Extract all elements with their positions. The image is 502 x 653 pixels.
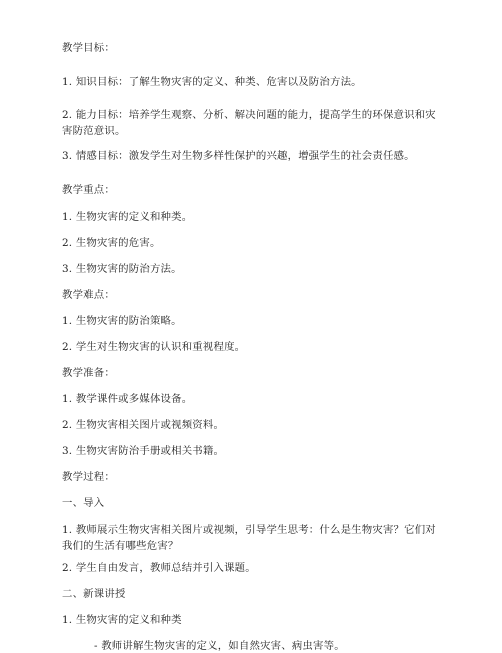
goal-item-2: 2. 能力目标：培养学生观察、分析、解决问题的能力，提高学生的环保意识和灾害防范意识。 <box>62 109 436 137</box>
key-point-1: 1. 生物灾害的定义和种类。 <box>62 211 193 223</box>
goal-item-3: 3. 情感目标：激发学生对生物多样性保护的兴趣，增强学生的社会责任感。 <box>62 150 415 162</box>
preparation-1: 1. 教学课件或多媒体设备。 <box>62 393 193 405</box>
key-point-3: 3. 生物灾害的防治方法。 <box>62 263 182 275</box>
goal-item-1: 1. 知识目标：了解生物灾害的定义、种类、危害以及防治方法。 <box>62 76 362 88</box>
heading-key-points: 教学重点： <box>62 184 115 196</box>
intro-step-1: 1. 教师展示生物灾害相关图片或视频，引导学生思考：什么是生物灾害？它们对我们的生活有哪些危害？ <box>62 524 436 552</box>
key-point-2: 2. 生物灾害的危害。 <box>62 237 161 249</box>
difficulty-1: 1. 生物灾害的防治策略。 <box>62 315 182 327</box>
lesson-topic-1-detail: - 教师讲解生物灾害的定义，如自然灾害、病虫害等。 <box>94 640 345 652</box>
section-new-lesson: 二、新课讲授 <box>62 588 126 600</box>
heading-process: 教学过程： <box>62 471 115 483</box>
heading-preparation: 教学准备： <box>62 367 115 379</box>
heading-difficulties: 教学难点： <box>62 289 115 301</box>
preparation-3: 3. 生物灾害防治手册或相关书籍。 <box>62 445 225 457</box>
intro-step-2: 2. 学生自由发言，教师总结并引入课题。 <box>62 562 256 574</box>
preparation-2: 2. 生物灾害相关图片或视频资料。 <box>62 419 225 431</box>
difficulty-2: 2. 学生对生物灾害的认识和重视程度。 <box>62 341 246 353</box>
heading-teaching-goals: 教学目标： <box>62 42 115 54</box>
lesson-topic-1: 1. 生物灾害的定义和种类 <box>62 614 182 626</box>
section-introduction: 一、导入 <box>62 497 105 509</box>
